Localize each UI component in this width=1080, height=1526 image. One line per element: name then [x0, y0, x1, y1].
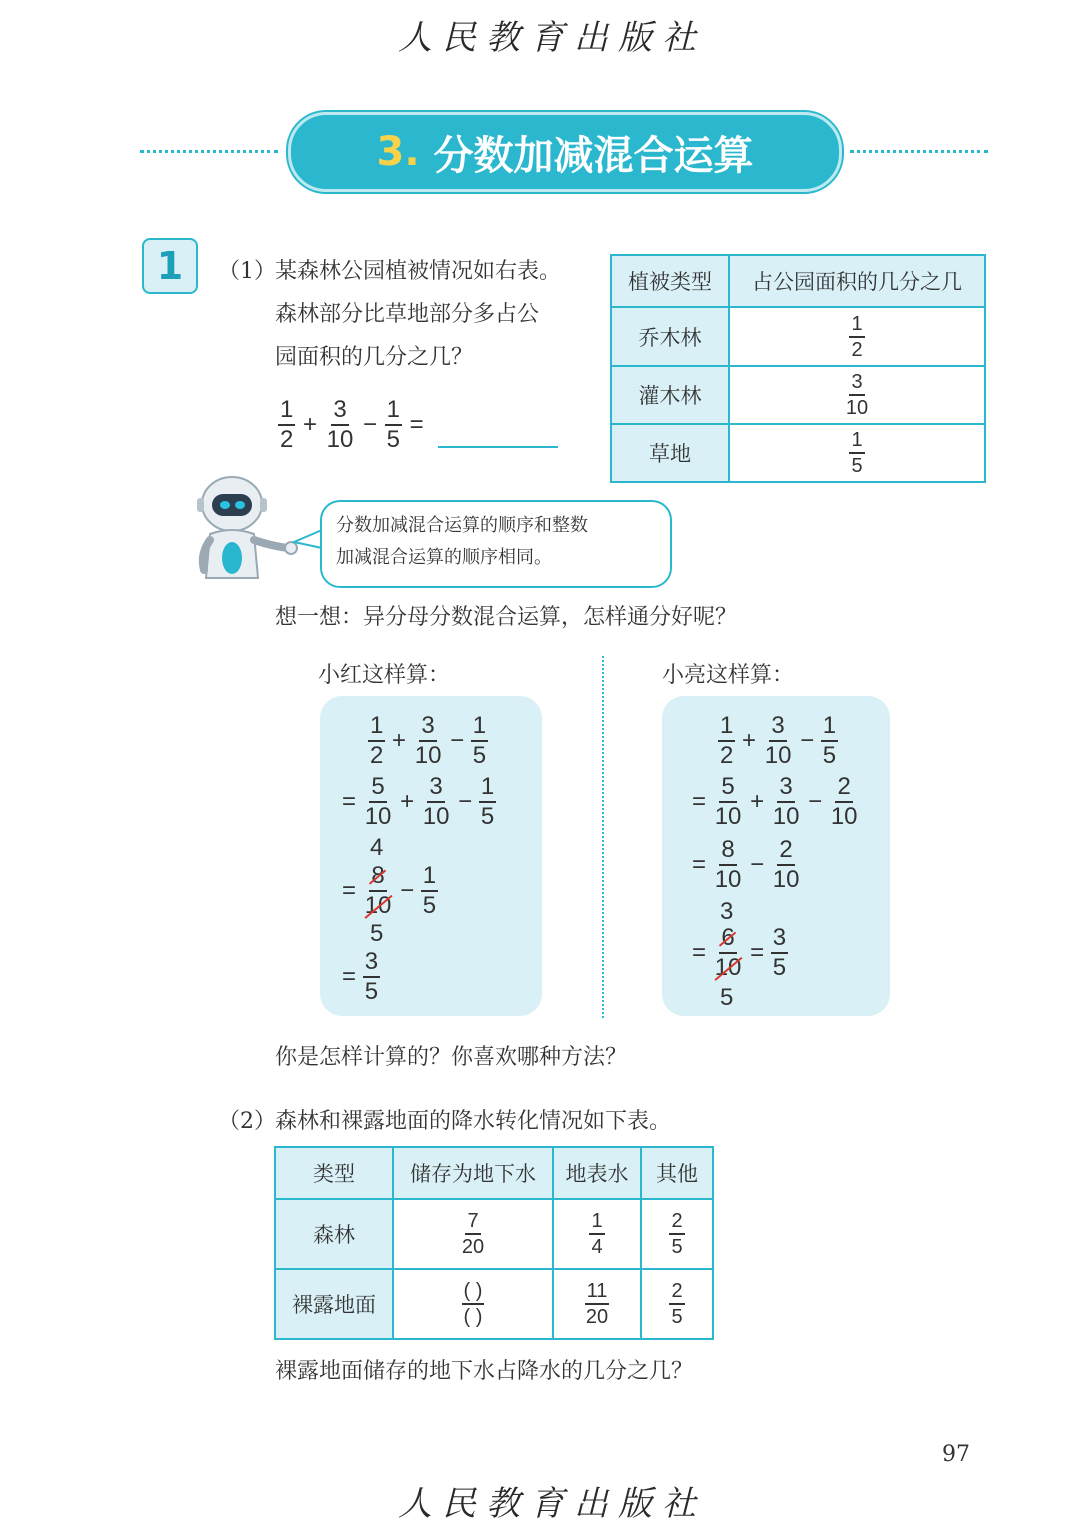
xiaoliang-title: 小亮这样算：	[662, 663, 795, 688]
xiaoliang-line1: $\frac{1}{2}$ + $\frac{3}{10}$ − $\frac{1}{5}$	[720, 712, 837, 769]
precipitation-table	[274, 1146, 714, 1340]
vegetation-table-header: 占公园面积的几分之几	[729, 255, 985, 307]
precip-row-type: 森林	[275, 1199, 393, 1269]
publisher-header: 人民教育出版社	[398, 18, 706, 58]
lesson-number: 3.	[376, 129, 420, 175]
calc-fraction: $\frac{2}{10}$	[830, 773, 858, 830]
precip-cell: $\frac{2}{5}$	[641, 1269, 713, 1339]
xiaoliang-line3: = $\frac{8}{10}$ − $\frac{2}{10}$	[692, 836, 800, 893]
calc-fraction: $\frac{8}{10}$	[714, 836, 742, 893]
calc-fraction: $\frac{1}{2}$	[370, 712, 384, 769]
calc-fraction: $\frac{1}{5}$	[422, 862, 437, 919]
vegetation-table-header: 植被类型	[611, 255, 729, 307]
expr-fraction-2: $\frac{3}{10}$	[326, 396, 354, 453]
precip-cell: $\frac{2}{5}$	[641, 1199, 713, 1269]
method-divider	[602, 656, 604, 1018]
lesson-title	[288, 112, 842, 192]
robot-tip-bubble	[320, 500, 672, 588]
example-badge: 1	[142, 238, 198, 294]
calc-fraction: $\frac{5}{10}$	[364, 773, 392, 830]
vegetation-fraction: $\frac{3}{10}$	[729, 366, 985, 424]
vegetation-table	[610, 254, 986, 483]
part2-label: （2）	[218, 1109, 276, 1134]
xiaohong-reduce-bottom: 5	[370, 920, 384, 947]
vegetation-fraction: $\frac{1}{5}$	[729, 424, 985, 482]
precip-cell: $\frac{11}{20}$	[553, 1269, 641, 1339]
precip-cell: $\frac{1}{4}$	[553, 1199, 641, 1269]
xiaohong-reduce-top: 4	[370, 834, 384, 861]
precip-table-header: 地表水	[553, 1147, 641, 1199]
title-dots-right	[850, 150, 988, 153]
part1-expression: $\frac{1}{2}$ + $\frac{3}{10}$ − $\frac{1}{5}$ =	[280, 396, 424, 453]
xiaoliang-line2: = $\frac{5}{10}$ + $\frac{3}{10}$ − $\frac{2}{10}$	[692, 773, 858, 830]
answer-blank[interactable]	[438, 446, 558, 448]
part1-label: （1）	[218, 259, 276, 284]
xiaoliang-reduce-bottom: 5	[720, 984, 734, 1011]
precip-table-header: 其他	[641, 1147, 713, 1199]
part1-question-line1: 某森林公园植被情况如右表。	[275, 259, 562, 284]
part2-question: 森林和裸露地面的降水转化情况如下表。	[275, 1109, 672, 1134]
xiaoliang-reduce-top: 3	[720, 898, 734, 925]
cancelled-fraction: $\frac{8}{10}$	[364, 862, 392, 919]
calc-fraction: $\frac{1}{2}$	[720, 712, 734, 769]
cancelled-fraction: $\frac{6}{10}$	[714, 924, 742, 981]
precip-cell: $\frac{7}{20}$	[393, 1199, 553, 1269]
lesson-title-text: 分数加减混合运算	[433, 132, 754, 179]
part1-question-line2: 森林部分比草地部分多占公	[275, 302, 540, 327]
vegetation-type: 灌木林	[611, 366, 729, 424]
xiaohong-line3: = $\frac{8}{10}$ − $\frac{1}{5}$	[342, 862, 437, 919]
calc-fraction: $\frac{1}{5}$	[822, 712, 837, 769]
title-dots-left	[140, 150, 278, 153]
vegetation-fraction: $\frac{1}{2}$	[729, 307, 985, 366]
expr-fraction-1: $\frac{1}{2}$	[280, 396, 294, 453]
calc-fraction: $\frac{3}{10}$	[764, 712, 792, 769]
calc-fraction: $\frac{3}{10}$	[772, 773, 800, 830]
xiaohong-line1: $\frac{1}{2}$ + $\frac{3}{10}$ − $\frac{1}{5}$	[370, 712, 487, 769]
precip-table-header: 类型	[275, 1147, 393, 1199]
robot-tip-line1: 分数加减混合运算的顺序和整数	[336, 515, 588, 536]
page-number: 97	[942, 1442, 970, 1467]
calc-fraction: $\frac{1}{5}$	[472, 712, 487, 769]
calc-fraction: $\frac{3}{10}$	[422, 773, 450, 830]
precip-row-type: 裸露地面	[275, 1269, 393, 1339]
calc-fraction: $\frac{1}{5}$	[480, 773, 495, 830]
reflect-question: 你是怎样计算的？你喜欢哪种方法？	[275, 1045, 628, 1070]
xiaohong-line4: = $\frac{3}{5}$	[342, 948, 379, 1005]
calc-fraction: $\frac{3}{10}$	[414, 712, 442, 769]
xiaoliang-line4: = $\frac{6}{10}$ = $\frac{3}{5}$	[692, 924, 787, 981]
part2-followup: 裸露地面储存的地下水占降水的几分之几？	[275, 1359, 694, 1384]
expr-fraction-3: $\frac{1}{5}$	[386, 396, 401, 453]
calc-fraction: $\frac{5}{10}$	[714, 773, 742, 830]
precip-blank-cell[interactable]: $\frac{( )}{( )}$	[393, 1269, 553, 1339]
robot-icon	[192, 474, 302, 580]
vegetation-type: 乔木林	[611, 307, 729, 366]
result-fraction: $\frac{3}{5}$	[772, 924, 787, 981]
calc-fraction: $\frac{2}{10}$	[772, 836, 800, 893]
result-fraction: $\frac{3}{5}$	[364, 948, 379, 1005]
xiaohong-title: 小红这样算：	[318, 663, 451, 688]
think-prompt: 想一想：异分母分数混合运算，怎样通分好呢？	[275, 605, 738, 630]
robot-tip-line2: 加减混合运算的顺序相同。	[336, 547, 552, 568]
part1-question-line3: 园面积的几分之几？	[275, 345, 474, 370]
xiaohong-line2: = $\frac{5}{10}$ + $\frac{3}{10}$ − $\frac{1}{5}$	[342, 773, 495, 830]
publisher-footer: 人民教育出版社	[398, 1484, 706, 1524]
vegetation-type: 草地	[611, 424, 729, 482]
precip-table-header: 储存为地下水	[393, 1147, 553, 1199]
